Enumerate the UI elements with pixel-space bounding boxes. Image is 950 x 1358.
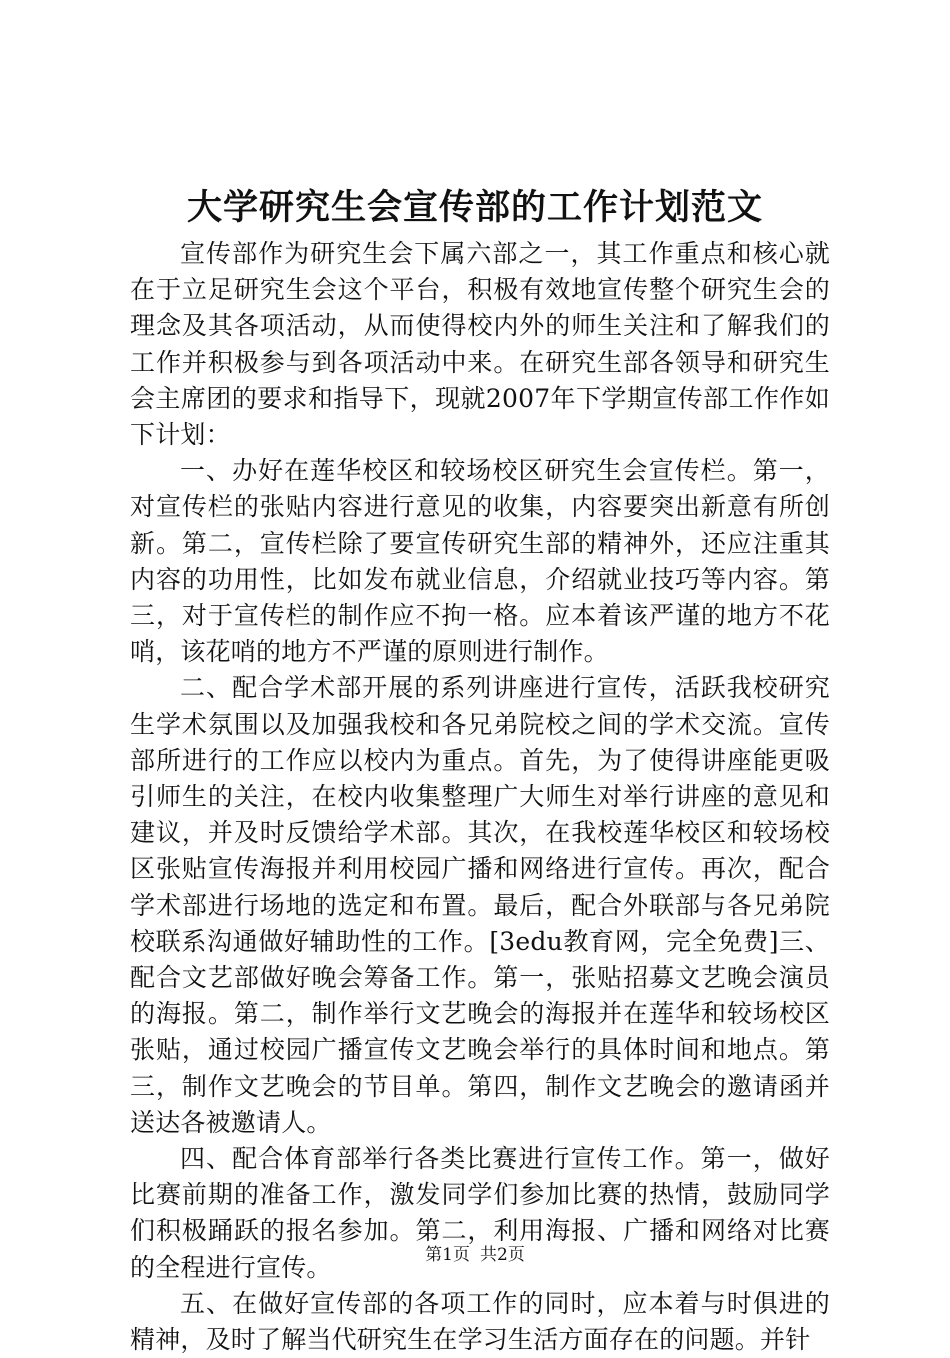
paragraph-item-5: 五、在做好宣传部的各项工作的同时，应本着与时俱进的精神，及时了解当代研究生在学习生活方面存在的问题。并针 — [130, 1288, 830, 1355]
paragraph-item-1: 一、办好在莲华校区和较场校区研究生会宣传栏。第一，对宣传栏的张贴内容进行意见的收集，内容要突出新意有所创新。第二，宣传栏除了要宣传研究生部的精神外，还应注重其内容的功用性，比如发布就业信息，介绍就业技巧等内容。第三，对于宣传栏的制作应不拘一格。应本着该严谨的地方不花哨，该花哨的地方不严谨的原则进行制作。 — [130, 456, 830, 667]
page-total: 共2页 — [480, 1245, 525, 1265]
document-title: 大学研究生会宣传部的工作计划范文 — [186, 187, 763, 228]
page-number: 第1页 — [425, 1245, 470, 1265]
paragraph-item-2-3: 二、配合学术部开展的系列讲座进行宣传，活跃我校研究生学术氛围以及加强我校和各兄弟院校之间的学术交流。宣传部所进行的工作应以校内为重点。首先，为了使得讲座能更吸引师生的关注，在校内收集整理广大师生对举行讲座的意见和建议，并及时反馈给学术部。其次，在我校莲华校区和较场校区张贴宣传海报并利用校园广播和网络进行宣传。再次，配合学术部进行场地的选定和布置。最后，配合外联部与各兄弟院校联系沟通做好辅助性的工作。[3edu教育网，完全免费]三、配合文艺部做好晚会筹备工作。第一，张贴招募文艺晚会演员的海报。第二，制作举行文艺晚会的海报并在莲华和较场校区张贴，通过校园广播宣传文艺晚会举行的具体时间和地点。第三，制作文艺晚会的节目单。第四，制作文艺晚会的邀请函并送达各被邀请人。 — [130, 673, 830, 1137]
paragraph-item-4: 四、配合体育部举行各类比赛进行宣传工作。第一，做好比赛前期的准备工作，激发同学们参加比赛的热情，鼓励同学们积极踊跃的报名参加。第二，利用海报、广播和网络对比赛的全程进行宣传。 — [130, 1144, 830, 1282]
document-body — [130, 236, 830, 1358]
page-footer — [0, 1243, 950, 1267]
paragraph-intro: 宣传部作为研究生会下属六部之一，其工作重点和核心就在于立足研究生会这个平台，积极有效地宣传整个研究生会的理念及其各项活动，从而使得校内外的师生关注和了解我们的工作并积极参与到各项活动中来。在研究生部各领导和研究生会主席团的要求和指导下，现就2007年下学期宣传部工作作如下计划： — [130, 239, 830, 450]
